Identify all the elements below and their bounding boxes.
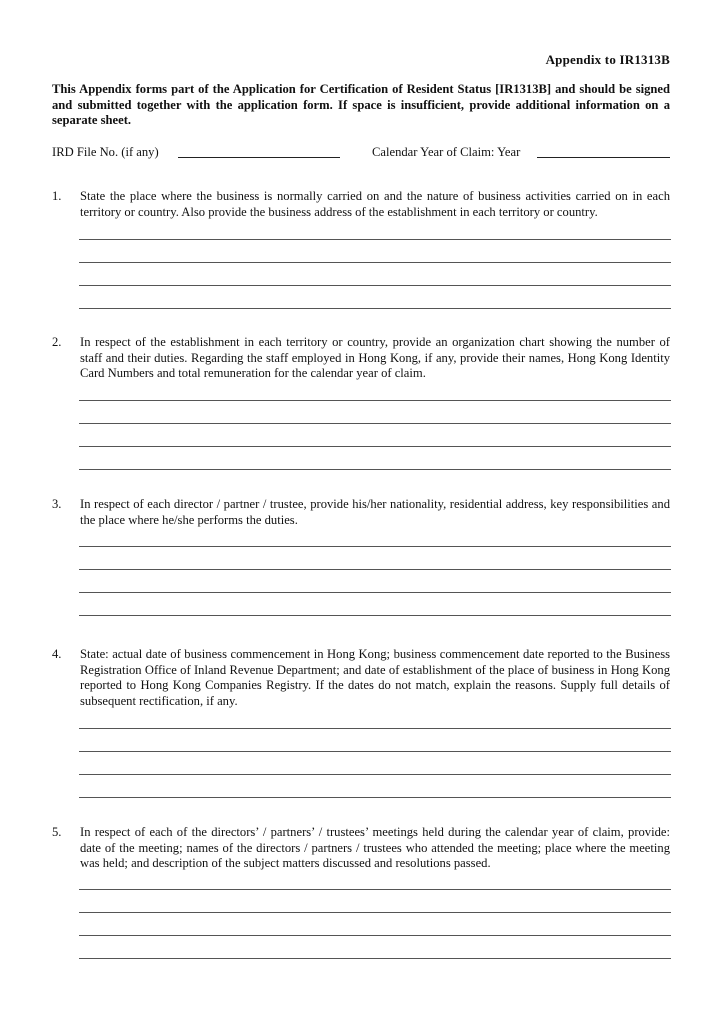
question-text: In respect of each of the directors’ / partners’ / trustees’ meetings held during the calendar year of claim, provide: date of the meeting; names of the directors / partners / trustees who attended the meeting; place where the meeting was held; and description of the subject matters discussed and resolutions passed. (80, 825, 670, 870)
answer-line[interactable] (79, 446, 671, 447)
answer-line[interactable] (79, 262, 671, 263)
question-number: 5. (52, 825, 62, 839)
appendix-title: Appendix to IR1313B (545, 52, 670, 67)
answer-line[interactable] (79, 469, 671, 470)
file-info-row (52, 145, 670, 161)
answer-line[interactable] (79, 797, 671, 798)
answer-line[interactable] (79, 728, 671, 729)
ird-file-field[interactable] (178, 157, 340, 158)
question-text: State: actual date of business commencement in Hong Kong; business commencement date reported to the Business Registration Office of Inland Revenue Department; and date of establishment of the place of business in Hong Kong reported to Hong Kong Companies Registry. If the dates do not match, explain the reasons. Supply full details of subsequent rectification, if any. (80, 647, 670, 708)
answer-line[interactable] (79, 239, 671, 240)
answer-line[interactable] (79, 751, 671, 752)
ird-file-label: IRD File No. (if any) (52, 145, 159, 159)
answer-line[interactable] (79, 889, 671, 890)
calendar-year-field[interactable] (537, 157, 670, 158)
answer-line[interactable] (79, 423, 671, 424)
answer-line[interactable] (79, 400, 671, 401)
question-text: In respect of the establishment in each territory or country, provide an organization chart showing the number of staff and their duties. Regarding the staff employed in Hong Kong, if any, provide their names, Hong Kong Identity Card Numbers and total remuneration for the calendar year of claim. (80, 335, 670, 380)
answer-line[interactable] (79, 615, 671, 616)
answer-line[interactable] (79, 774, 671, 775)
question-text: State the place where the business is normally carried on and the nature of business activities carried on in each territory or country. Also provide the business address of the establishment in each territory or country. (80, 189, 670, 219)
answer-line[interactable] (79, 958, 671, 959)
question-number: 3. (52, 497, 62, 511)
answer-line[interactable] (79, 546, 671, 547)
intro-paragraph: This Appendix forms part of the Application for Certification of Resident Status [IR1313B] and should be signed and submitted together with the application form. If space is insufficient, provide additional information on a separate sheet. (52, 82, 670, 127)
answer-line[interactable] (79, 285, 671, 286)
answer-line[interactable] (79, 935, 671, 936)
question-number: 4. (52, 647, 62, 661)
answer-line[interactable] (79, 592, 671, 593)
answer-line[interactable] (79, 308, 671, 309)
question-number: 1. (52, 189, 62, 203)
answer-line[interactable] (79, 912, 671, 913)
question-number: 2. (52, 335, 62, 349)
question-text: In respect of each director / partner / trustee, provide his/her nationality, residential address, key responsibilities and the place where he/she performs the duties. (80, 497, 670, 527)
calendar-year-label: Calendar Year of Claim: Year (372, 145, 521, 159)
answer-line[interactable] (79, 569, 671, 570)
